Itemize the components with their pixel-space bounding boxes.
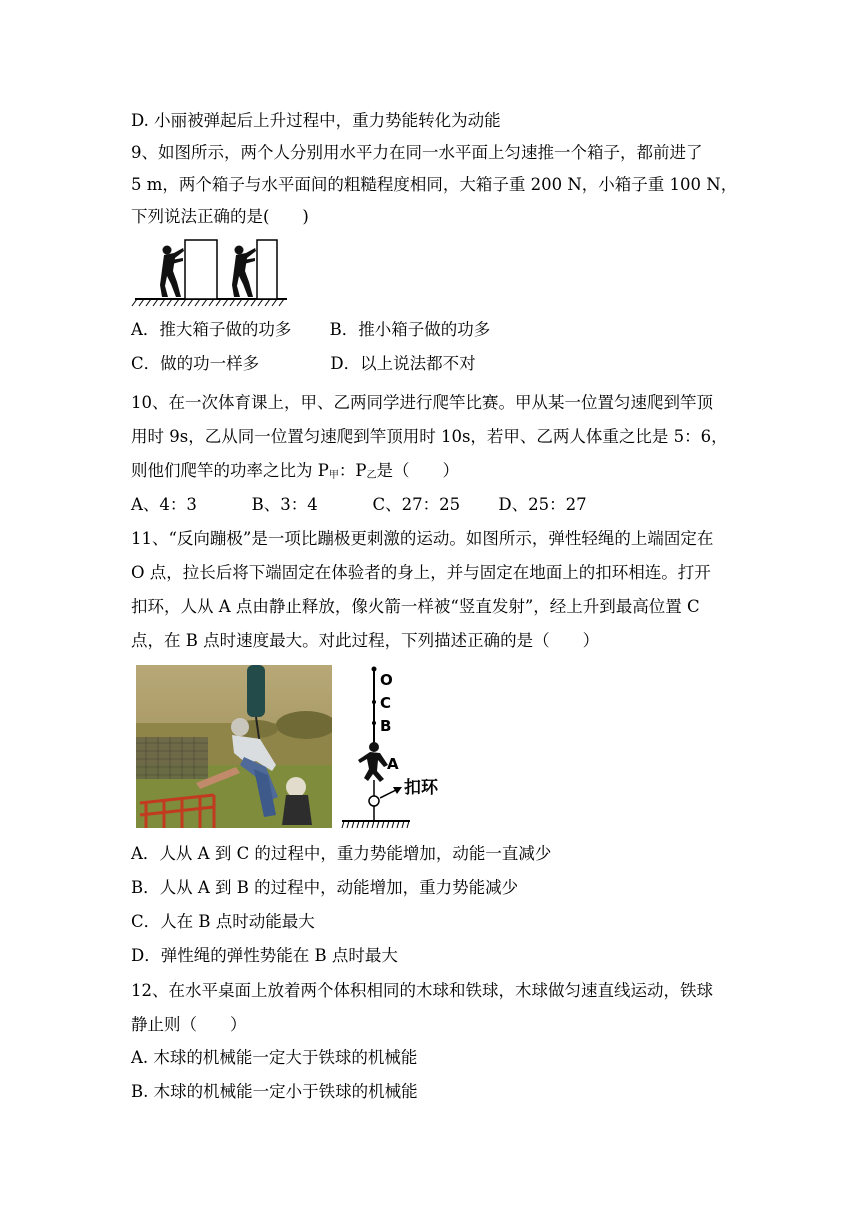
q12-option-b: B. 木球的机械能一定小于铁球的机械能 [131,1082,418,1101]
label-b: B [380,717,392,735]
q9-text-line-2: 5 m，两个箱子与水平面间的粗糙程度相同，大箱子重 200 N，小箱子重 100 N， [131,175,738,194]
q10-text-part: ：P [338,461,367,480]
q11-option-c: C．人在 B 点时动能最大 [131,912,315,931]
q11-text-line-1: 11、“反向蹦极”是一项比蹦极更刺激的运动。如图所示，弹性轻绳的上端固定在 [131,529,714,548]
q12-text-line-2: 静止则（ ） [131,1015,247,1034]
q9-text-line-1: 9、如图所示，两个人分别用水平力在同一水平面上匀速推一个箱子，都前进了 [131,143,703,162]
label-o: O [380,671,393,689]
q11-option-b: B．人从 A 到 B 的过程中，动能增加，重力势能减少 [131,878,519,897]
q12-text-line-1: 12、在水平桌面上放着两个体积相同的木球和铁球，木球做匀速直线运动，铁球 [131,981,713,1000]
q10-options: A、4：3 B、3：4 C、27：25 D、25：27 [131,495,587,514]
q10-text-part: 是（ ） [376,461,459,480]
reverse-bungee-photo [136,665,332,828]
q10-text-part: 则他们爬竿的功率之比为 P [131,461,329,480]
q11-text-line-3: 扣环，人从 A 点由静止释放，像火箭一样被“竖直发射”，经上升到最高位置 C [131,597,700,616]
label-a: A [387,755,399,773]
label-buckle: 扣环 [404,778,438,798]
q9-options-cd: C．做的功一样多 D．以上说法都不对 [131,354,476,373]
person-icon [358,742,388,782]
q10-text-line-2: 用时 9s，乙从同一位置匀速爬到竿顶用时 10s，若甲、乙两人体重之比是 5：6， [131,427,728,446]
q9-options-ab: A．推大箱子做的功多 B．推小箱子做的功多 [131,320,491,339]
subscript-yi: 乙 [366,470,377,481]
q11-text-line-2: O 点，拉长后将下端固定在体验者的身上，并与固定在地面上的扣环相连。打开 [131,563,711,582]
q11-option-a: A．人从 A 到 C 的过程中，重力势能增加，动能一直减少 [131,844,552,863]
q12-option-a: A. 木球的机械能一定大于铁球的机械能 [131,1048,418,1067]
subscript-jia: 甲 [328,470,339,481]
q10-text-line-1: 10、在一次体育课上，甲、乙两同学进行爬竿比赛。甲从某一位置匀速爬到竿顶 [131,393,713,412]
pushing-boxes-figure [131,236,291,308]
q9-text-line-3: 下列说法正确的是( ) [131,207,309,226]
q8-option-d: D. 小丽被弹起后上升过程中，重力势能转化为动能 [131,111,501,130]
q11-option-d: D．弹性绳的弹性势能在 B 点时最大 [131,946,398,965]
label-c: C [380,694,392,712]
q10-text-line-3 [131,459,459,488]
bungee-diagram [340,665,460,830]
q11-text-line-4: 点，在 B 点时速度最大。对此过程，下列描述正确的是（ ） [131,631,600,650]
